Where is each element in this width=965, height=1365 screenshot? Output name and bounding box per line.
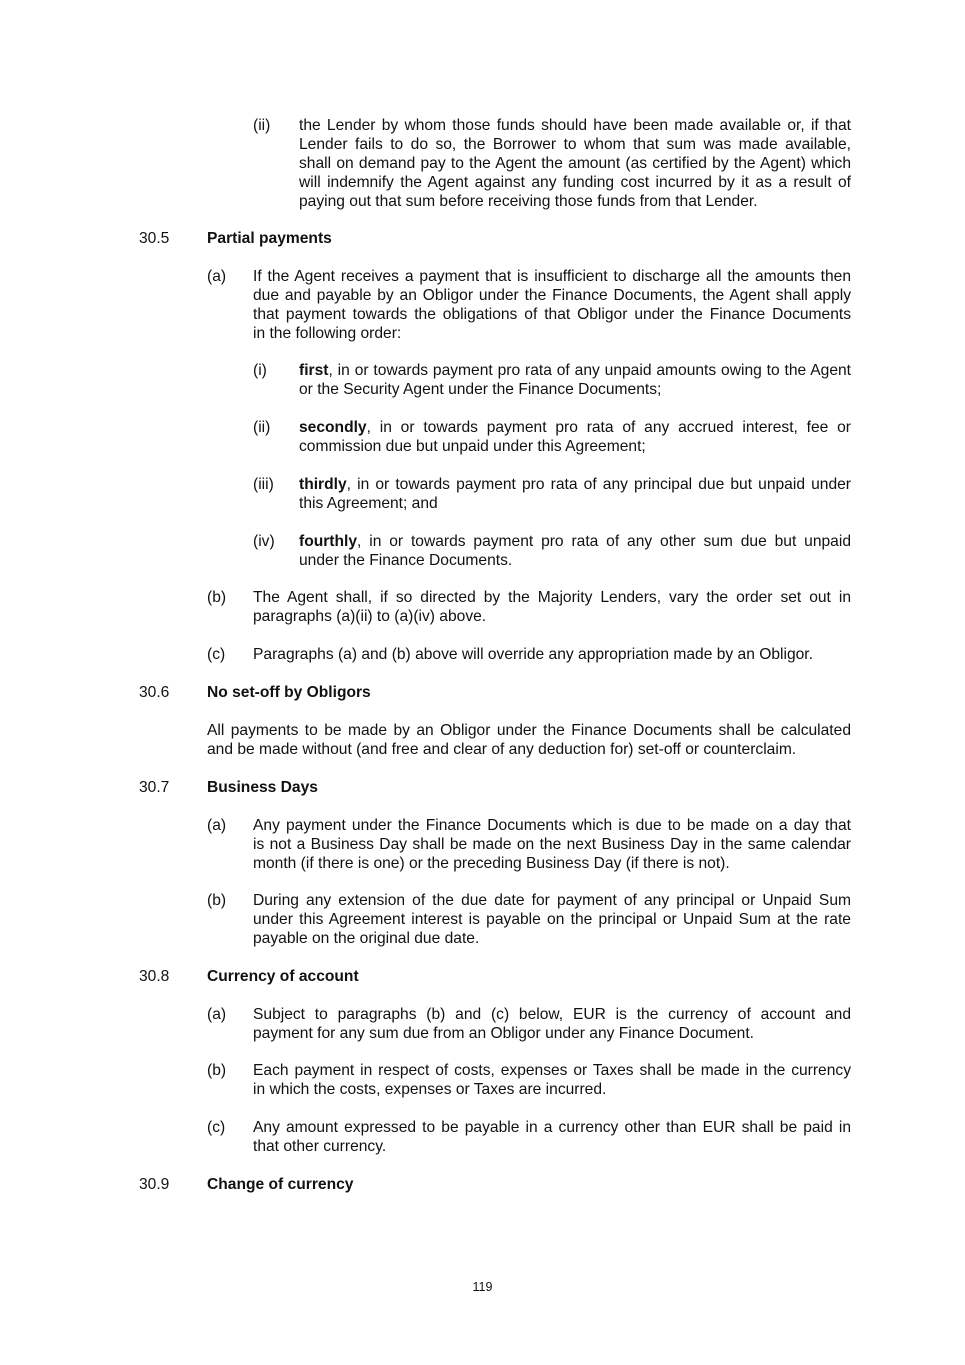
paragraph-text bbox=[253, 816, 851, 873]
paragraph-text bbox=[253, 1061, 851, 1099]
paragraph-number: (b) bbox=[207, 892, 227, 909]
text-line: that other currency. bbox=[253, 1138, 387, 1155]
text-line: payment for any sum due from an Obligor under any Finance Document. bbox=[253, 1025, 754, 1042]
text-line: Lender fails to do so, the Borrower to whom that sum was made available, bbox=[299, 136, 851, 153]
text-line: Each payment in respect of costs, expenses or Taxes shall be made in the currency bbox=[253, 1062, 851, 1079]
text-line bbox=[299, 418, 851, 437]
text-line: that payment towards the obligations of that Obligor under the Finance Documents bbox=[253, 306, 851, 323]
item-text bbox=[299, 418, 851, 456]
page-number: 119 bbox=[472, 1280, 493, 1294]
paragraph-number: (b) bbox=[207, 1062, 227, 1079]
text-run: , in or towards payment pro rata of any unpaid amounts owing to the Agent bbox=[328, 362, 851, 379]
text-line: The Agent shall, if so directed by the Majority Lenders, vary the order set out in bbox=[253, 589, 851, 606]
text-line: Any amount expressed to be payable in a currency other than EUR shall be paid in bbox=[253, 1119, 851, 1136]
paragraph-text bbox=[253, 1118, 851, 1156]
ordinal-term: fourthly bbox=[299, 533, 358, 550]
text-line: Any payment under the Finance Documents which is due to be made on a day that bbox=[253, 817, 851, 834]
section-number: 30.5 bbox=[139, 230, 170, 247]
paragraph-number: (a) bbox=[207, 1006, 227, 1023]
text-line: under this Agreement interest is payable on the principal or Unpaid Sum at the rate bbox=[253, 911, 851, 928]
text-line bbox=[299, 361, 851, 380]
text-line: If the Agent receives a payment that is insufficient to discharge all the amounts then bbox=[253, 268, 851, 285]
section-heading: No set-off by Obligors bbox=[207, 684, 371, 701]
section-number: 30.8 bbox=[139, 968, 170, 985]
text-line: or the Security Agent under the Finance Documents; bbox=[299, 381, 662, 398]
text-line: the Lender by whom those funds should have been made available or, if that bbox=[299, 117, 851, 134]
text-line: due and payable by an Obligor under the Finance Documents, the Agent shall apply bbox=[253, 287, 851, 304]
item-text bbox=[299, 116, 851, 211]
text-run: , in or towards payment pro rata of any principal due but unpaid under bbox=[346, 476, 851, 493]
paragraph-number: (b) bbox=[207, 589, 227, 606]
item-text bbox=[299, 532, 851, 570]
text-line: commission due but unpaid under this Agreement; bbox=[299, 438, 646, 455]
paragraph-text bbox=[253, 1005, 851, 1043]
paragraph-text bbox=[253, 891, 851, 948]
text-line: payable on the original due date. bbox=[253, 930, 480, 947]
paragraph-number: (a) bbox=[207, 268, 227, 285]
section-number: 30.9 bbox=[139, 1176, 170, 1193]
paragraph-text bbox=[207, 721, 851, 759]
paragraph-text bbox=[253, 267, 851, 343]
section-number: 30.7 bbox=[139, 779, 170, 796]
text-line: shall on demand pay to the Agent the amount (as certified by the Agent) which bbox=[299, 155, 851, 172]
text-line: is not a Business Day shall be made on the next Business Day in the same calendar bbox=[253, 836, 851, 853]
section-heading: Business Days bbox=[207, 779, 318, 796]
section-heading: Change of currency bbox=[207, 1176, 354, 1193]
paragraph-text bbox=[253, 588, 851, 626]
item-number: (iv) bbox=[253, 533, 275, 550]
section-number: 30.6 bbox=[139, 684, 170, 701]
item-number: (ii) bbox=[253, 419, 271, 436]
ordinal-term: secondly bbox=[299, 419, 367, 436]
item-number: (iii) bbox=[253, 476, 274, 493]
item-text bbox=[299, 475, 851, 513]
text-line: and be made without (and free and clear of any deduction for) set-off or counterclaim. bbox=[207, 741, 797, 758]
text-line: under the Finance Documents. bbox=[299, 552, 513, 569]
text-line: month (if there is one) or the preceding Business Day (if there is not). bbox=[253, 855, 730, 872]
item-text bbox=[299, 361, 851, 399]
item-number: (ii) bbox=[253, 117, 271, 134]
text-line bbox=[299, 475, 851, 494]
text-line: in which the costs, expenses or Taxes are incurred. bbox=[253, 1081, 607, 1098]
text-line: paragraphs (a)(ii) to (a)(iv) above. bbox=[253, 608, 487, 625]
section-heading: Currency of account bbox=[207, 968, 359, 985]
ordinal-term: first bbox=[299, 362, 329, 379]
item-number: (i) bbox=[253, 362, 267, 379]
paragraph-number: (c) bbox=[207, 1119, 226, 1136]
text-line: Subject to paragraphs (b) and (c) below, EUR is the currency of account and bbox=[253, 1006, 851, 1023]
text-line: During any extension of the due date for payment of any principal or Unpaid Sum bbox=[253, 892, 851, 909]
text-line: All payments to be made by an Obligor under the Finance Documents shall be calculated bbox=[207, 722, 851, 739]
text-run: , in or towards payment pro rata of any other sum due but unpaid bbox=[357, 533, 851, 550]
text-run: , in or towards payment pro rata of any accrued interest, fee or bbox=[366, 419, 851, 436]
text-line: this Agreement; and bbox=[299, 495, 438, 512]
paragraph-text: Paragraphs (a) and (b) above will override any appropriation made by an Obligor. bbox=[253, 646, 813, 663]
section-heading: Partial payments bbox=[207, 230, 332, 247]
paragraph-number: (a) bbox=[207, 817, 227, 834]
text-line: will indemnify the Agent against any funding cost incurred by it as a result of bbox=[299, 174, 851, 191]
ordinal-term: thirdly bbox=[299, 476, 347, 493]
text-line bbox=[299, 532, 851, 551]
text-line: paying out that sum before receiving those funds from that Lender. bbox=[299, 193, 758, 210]
text-line: in the following order: bbox=[253, 325, 402, 342]
paragraph-number: (c) bbox=[207, 646, 226, 663]
